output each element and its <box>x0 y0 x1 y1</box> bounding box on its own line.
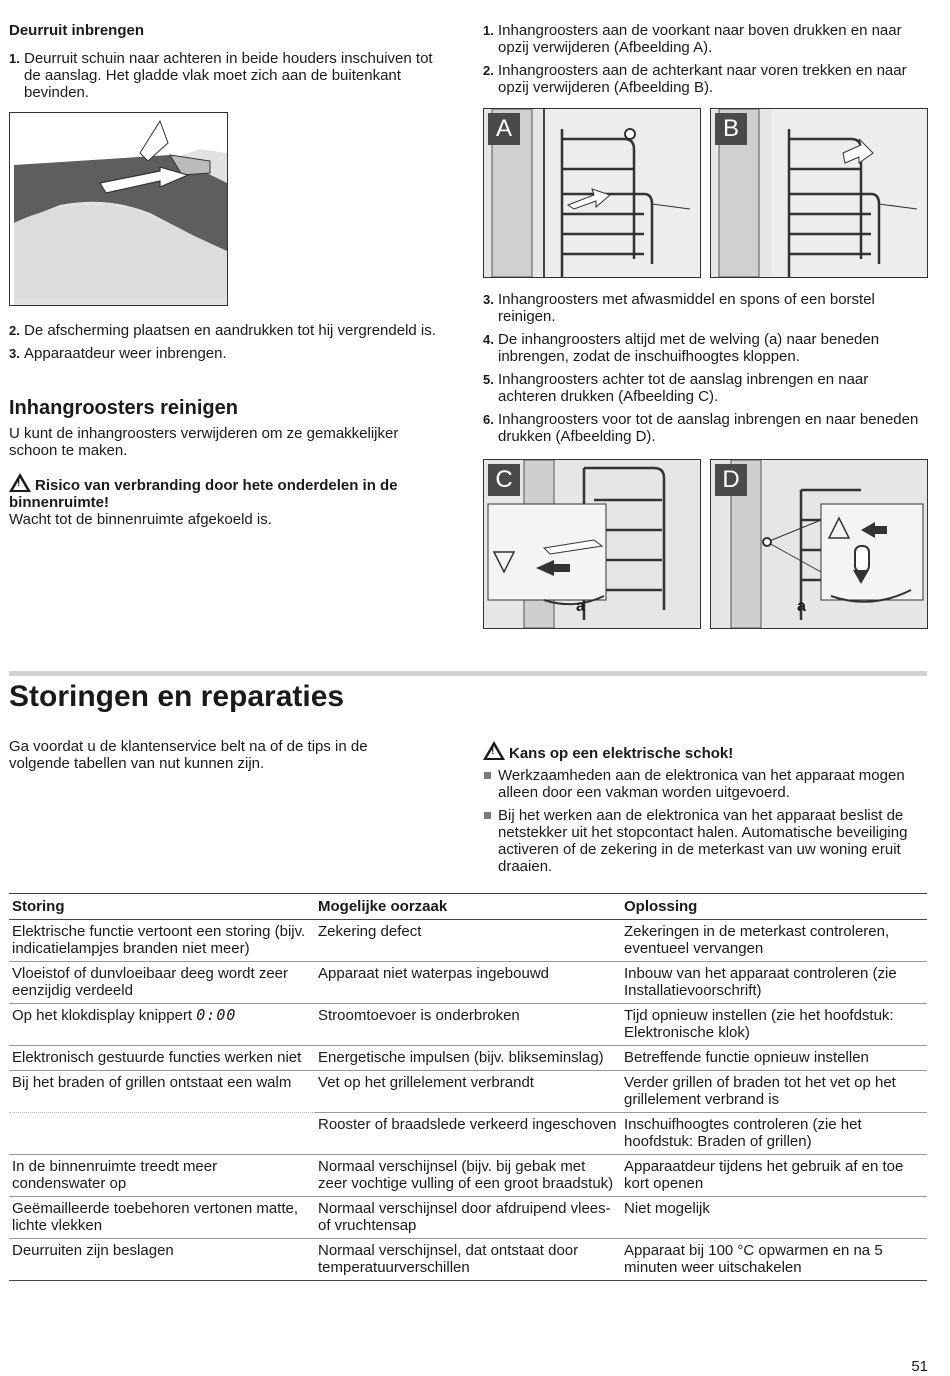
table-cell: Deurruiten zijn beslagen <box>9 1239 315 1281</box>
section-title-reinigen: Inhangroosters reinigen <box>9 397 238 419</box>
step-text: Apparaatdeur weer inbrengen. <box>24 345 227 362</box>
figure-label-d: D <box>715 464 747 496</box>
table-cell <box>9 1113 315 1155</box>
figure-label-b: B <box>715 113 747 145</box>
step-item: 6. Inhangroosters voor tot de aanslag inbrengen en naar beneden drukken (Afbeelding D). <box>483 411 919 445</box>
table-cell: Inbouw van het apparaat controleren (zie Installatievoorschrift) <box>621 962 927 1004</box>
bullet-item <box>483 807 928 875</box>
column-header-oplossing: Oplossing <box>621 894 927 920</box>
table-cell: Vloeistof of dunvloeibaar deeg wordt zeer eenzijdig verdeeld <box>9 962 315 1004</box>
warning-icon <box>483 741 505 760</box>
step-text: Deurruit schuin naar achteren in beide houders inschuiven tot de aanslag. Het gladde vlak moet zich aan de buitenkant bevinden. <box>24 50 433 101</box>
steps-deurruit-1 <box>9 50 449 107</box>
table-cell-text: Op het klokdisplay knippert <box>12 1007 193 1024</box>
steps-roosters-2 <box>483 291 928 451</box>
step-item: 1. Deurruit schuin naar achteren in beide houders inschuiven tot de aanslag. Het gladde vlak moet zich aan de buitenkant bevinden. <box>9 50 433 101</box>
section-heading-deurruit: Deurruit inbrengen <box>9 22 145 39</box>
table-cell: Rooster of braadslede verkeerd ingeschoven <box>315 1113 621 1155</box>
table-cell: Apparaat niet waterpas ingebouwd <box>315 962 621 1004</box>
step-item: 4. De inhangroosters altijd met de welving (a) naar beneden inbrengen, zodat de inschuifhoogtes kloppen. <box>483 331 880 365</box>
figure-c <box>483 459 701 629</box>
storingen-intro: Ga voordat u de klantenservice belt na of de tips in de volgende tabellen van nut kunnen zijn. <box>9 738 368 772</box>
reinigen-intro: U kunt de inhangroosters verwijderen om ze gemakkelijker schoon te maken. <box>9 425 399 459</box>
burn-warning-title: Risico van verbranding door hete onderdelen in de binnenruimte! <box>9 477 398 511</box>
step-item: 3. Inhangroosters met afwasmiddel en spons of een borstel reinigen. <box>483 291 875 325</box>
table-cell: Zekeringen in de meterkast controleren, eventueel vervangen <box>621 920 927 962</box>
table-row <box>9 1113 927 1155</box>
table-header-row <box>9 894 927 920</box>
figure-door-glass <box>9 112 228 306</box>
table-row <box>9 1004 927 1046</box>
table-cell: Normaal verschijnsel, dat ontstaat door temperatuurverschillen <box>315 1239 621 1281</box>
table-cell: Zekering defect <box>315 920 621 962</box>
step-item: 2. De afscherming plaatsen en aandrukken tot hij vergrendeld is. <box>9 322 436 339</box>
table-cell: Energetische impulsen (bijv. blikseminslag) <box>315 1046 621 1071</box>
table-cell: In de binnenruimte treedt meer condenswater op <box>9 1155 315 1197</box>
table-cell: Inschuifhoogtes controleren (zie het hoofdstuk: Braden of grillen) <box>621 1113 927 1155</box>
page-number: 51 <box>911 1358 928 1375</box>
step-item: 1. Inhangroosters aan de voorkant naar boven drukken en naar opzij verwijderen (Afbeelding A). <box>483 22 902 56</box>
table-cell: Verder grillen of braden tot het vet op het grillelement verbrand is <box>621 1071 927 1113</box>
steps-roosters-1 <box>483 22 928 102</box>
step-text: Inhangroosters aan de achterkant naar voren trekken en naar opzij verwijderen (Afbeelding B). <box>498 62 907 96</box>
burn-warning <box>9 473 439 511</box>
bullet-text: Bij het werken aan de elektronica van het apparaat beslist de netstekker uit het stopcontact halen. Automatische beveiliging activeren of de zekering in de meterkast van uw woning eruit draaien. <box>498 807 908 875</box>
table-cell: Geëmailleerde toebehoren vertonen matte, lichte vlekken <box>9 1197 315 1239</box>
figure-d <box>710 459 928 629</box>
section-title-storingen: Storingen en reparaties <box>9 680 345 713</box>
step-item: 2. Inhangroosters aan de achterkant naar voren trekken en naar opzij verwijderen (Afbeelding B). <box>483 62 907 96</box>
table-row <box>9 1155 927 1197</box>
table-cell: Tijd opnieuw instellen (zie het hoofdstuk: Elektronische klok) <box>621 1004 927 1046</box>
step-text: De inhangroosters altijd met de welving (a) naar beneden inbrengen, zodat de inschuifhoogtes kloppen. <box>498 331 880 365</box>
bullet-marker <box>484 812 491 819</box>
table-cell: Apparaatdeur tijdens het gebruik af en toe kort openen <box>621 1155 927 1197</box>
table-cell: Normaal verschijnsel (bijv. bij gebak met zeer vochtige vulling of een groot braadstuk) <box>315 1155 621 1197</box>
burn-warning-text: Wacht tot de binnenruimte afgekoeld is. <box>9 511 272 528</box>
figure-label-a: A <box>488 113 520 145</box>
figure-a <box>483 108 701 278</box>
table-cell: Bij het braden of grillen ontstaat een walm <box>9 1071 315 1113</box>
table-cell: Stroomtoevoer is onderbroken <box>315 1004 621 1046</box>
steps-deurruit-2 <box>9 322 449 368</box>
table-cell: Betreffende functie opnieuw instellen <box>621 1046 927 1071</box>
section-divider <box>9 671 927 676</box>
step-text: De afscherming plaatsen en aandrukken tot hij vergrendeld is. <box>24 322 436 339</box>
warning-icon <box>9 473 31 492</box>
shock-warning-title: Kans op een elektrische schok! <box>509 745 734 762</box>
clock-display-icon: 0:00 <box>196 1006 237 1024</box>
step-text: Inhangroosters aan de voorkant naar boven drukken en naar opzij verwijderen (Afbeelding A). <box>498 22 902 56</box>
step-text: Inhangroosters achter tot de aanslag inbrengen en naar achteren drukken (Afbeelding C). <box>498 371 869 405</box>
column-header-storing: Storing <box>9 894 315 920</box>
step-item: 5. Inhangroosters achter tot de aanslag inbrengen en naar achteren drukken (Afbeelding C). <box>483 371 869 405</box>
step-text: Inhangroosters met afwasmiddel en spons of een borstel reinigen. <box>498 291 875 325</box>
table-row <box>9 1239 927 1281</box>
table-cell: Normaal verschijnsel door afdruipend vlees- of vruchtensap <box>315 1197 621 1239</box>
table-row <box>9 1197 927 1239</box>
column-header-oorzaak: Mogelijke oorzaak <box>315 894 621 920</box>
bullet-item <box>483 767 928 801</box>
bullet-text: Werkzaamheden aan de elektronica van het apparaat mogen alleen door een vakman worden uitgevoerd. <box>498 767 905 801</box>
troubleshooting-table <box>9 893 927 1281</box>
table-cell: Elektrische functie vertoont een storing (bijv. indicatielampjes branden niet meer) <box>9 920 315 962</box>
shock-bullets <box>483 767 928 881</box>
curve-label-a: a <box>797 598 806 615</box>
table-cell <box>9 1004 315 1046</box>
figure-label-c: C <box>488 464 520 496</box>
step-text: Inhangroosters voor tot de aanslag inbrengen en naar beneden drukken (Afbeelding D). <box>498 411 919 445</box>
table-row <box>9 1046 927 1071</box>
door-glass-illustration <box>10 113 227 305</box>
table-row <box>9 920 927 962</box>
table-row <box>9 962 927 1004</box>
bullet-marker <box>484 772 491 779</box>
figure-b <box>710 108 928 278</box>
table-cell: Apparaat bij 100 °C opwarmen en na 5 minuten weer uitschakelen <box>621 1239 927 1281</box>
table-cell: Niet mogelijk <box>621 1197 927 1239</box>
step-item: 3. Apparaatdeur weer inbrengen. <box>9 345 227 362</box>
curve-label-a: a <box>576 598 585 615</box>
table-cell: Elektronisch gestuurde functies werken niet <box>9 1046 315 1071</box>
table-row <box>9 1071 927 1113</box>
shock-warning <box>483 741 733 762</box>
table-cell: Vet op het grillelement verbrandt <box>315 1071 621 1113</box>
